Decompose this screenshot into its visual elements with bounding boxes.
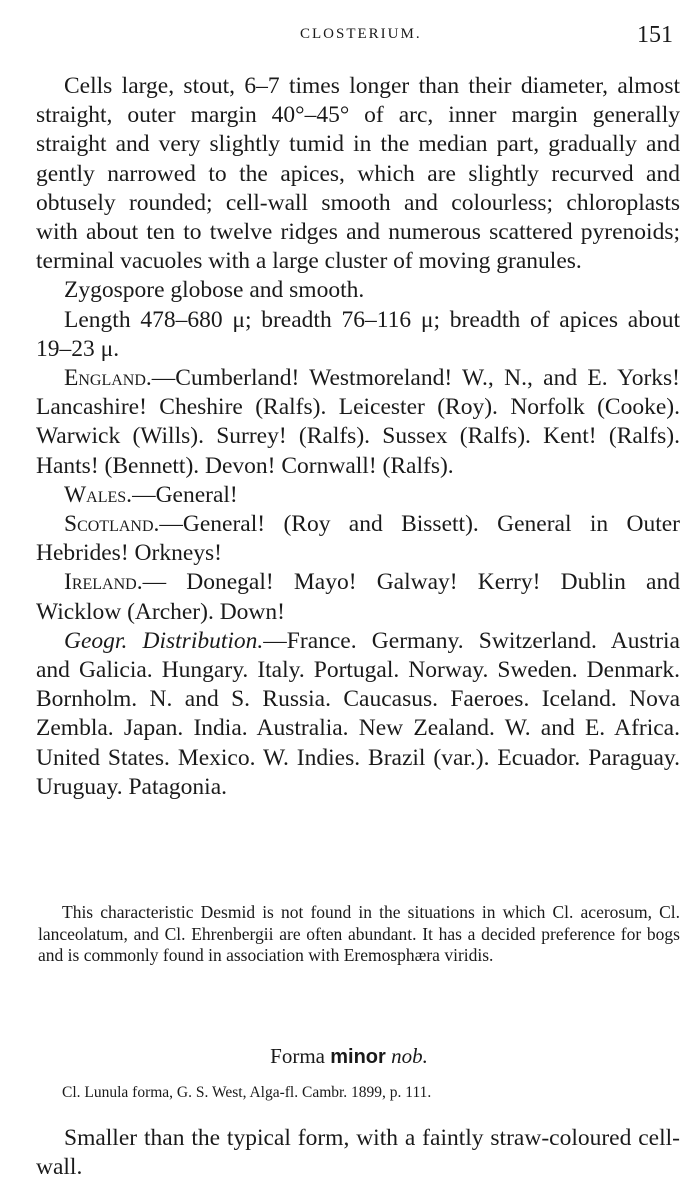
scotland-records	[36, 510, 680, 568]
running-header	[0, 22, 698, 52]
forma-heading	[0, 1044, 698, 1069]
ireland-localities: — Donegal! Mayo! Galway! Kerry! Dublin and Wicklow (Archer). Down!	[36, 569, 680, 625]
ecology-note: This characteristic Desmid is not found in the situations in which Cl. acerosum, Cl. lanceolatum, and Cl. Ehrenbergii are often abundant. It has a decided preference for bogs and is commonly found in association with Eremosphæra viridis.	[38, 902, 680, 966]
forma-prefix: Forma	[270, 1044, 325, 1068]
scotland-localities: —General! (Roy and Bissett). General in Outer Hebrides! Orkneys!	[36, 511, 680, 567]
geographic-distribution	[36, 627, 680, 802]
ireland-label: Ireland.	[64, 569, 143, 596]
england-records	[36, 364, 680, 481]
page-number: 151	[637, 22, 673, 48]
wales-label: Wales.	[64, 481, 133, 508]
running-title: CLOSTERIUM.	[300, 26, 422, 42]
distribution-label: Geogr. Distribution.	[64, 627, 264, 654]
cell-description: Cells large, stout, 6–7 times longer than their diameter, almost straight, outer margin 40°–45° of arc, inner margin generally straight and very slightly tumid in the median part, gradually and gently narrowed to the apices, which are slightly recurved and obtusely rounded; cell-wall smooth and colourless; chloroplasts with about ten to twelve ridges and numerous scattered pyrenoids; terminal vacuoles with a large cluster of moving granules.	[36, 73, 680, 275]
zygospore-description: Zygospore globose and smooth.	[64, 277, 365, 304]
forma-author: nob.	[391, 1044, 428, 1068]
england-localities: —Cumberland! Westmoreland! W., N., and E. Yorks! Lancashire! Cheshire (Ralfs). Leicester (Roy). Norfolk (Cooke). Warwick (Wills). Surrey! (Ralfs). Sussex (Ralfs). Kent! (Ralfs). Hants! (Bennett). Devon! Cornwall! (Ralfs).	[36, 365, 680, 479]
dimensions: Length 478–680 μ; breadth 76–116 μ; breadth of apices about 19–23 μ.	[36, 306, 680, 362]
forma-description: Smaller than the typical form, with a faintly straw-coloured cell-wall.	[36, 1125, 680, 1180]
forma-reference: Cl. Lunula forma, G. S. West, Alga-fl. Cambr. 1899, p. 111.	[62, 1084, 432, 1101]
scotland-label: Scotland.	[64, 511, 160, 538]
wales-localities: —General!	[132, 481, 238, 508]
forma-name: minor	[330, 1046, 386, 1068]
wales-records	[36, 481, 680, 510]
england-label: England.	[64, 365, 152, 392]
main-text	[36, 72, 680, 802]
ireland-records	[36, 568, 680, 626]
distribution-countries: —France. Germany. Switzerland. Austria and Galicia. Hungary. Italy. Portugal. Norway. Sweden. Denmark. Bornholm. N. and S. Russia. Caucasus. Faeroes. Iceland. Nova Zembla. Japan. India. Australia. New Zealand. W. and E. Africa. United States. Mexico. W. Indies. Brazil (var.). Ecuador. Paraguay. Uruguay. Patagonia.	[36, 627, 680, 800]
